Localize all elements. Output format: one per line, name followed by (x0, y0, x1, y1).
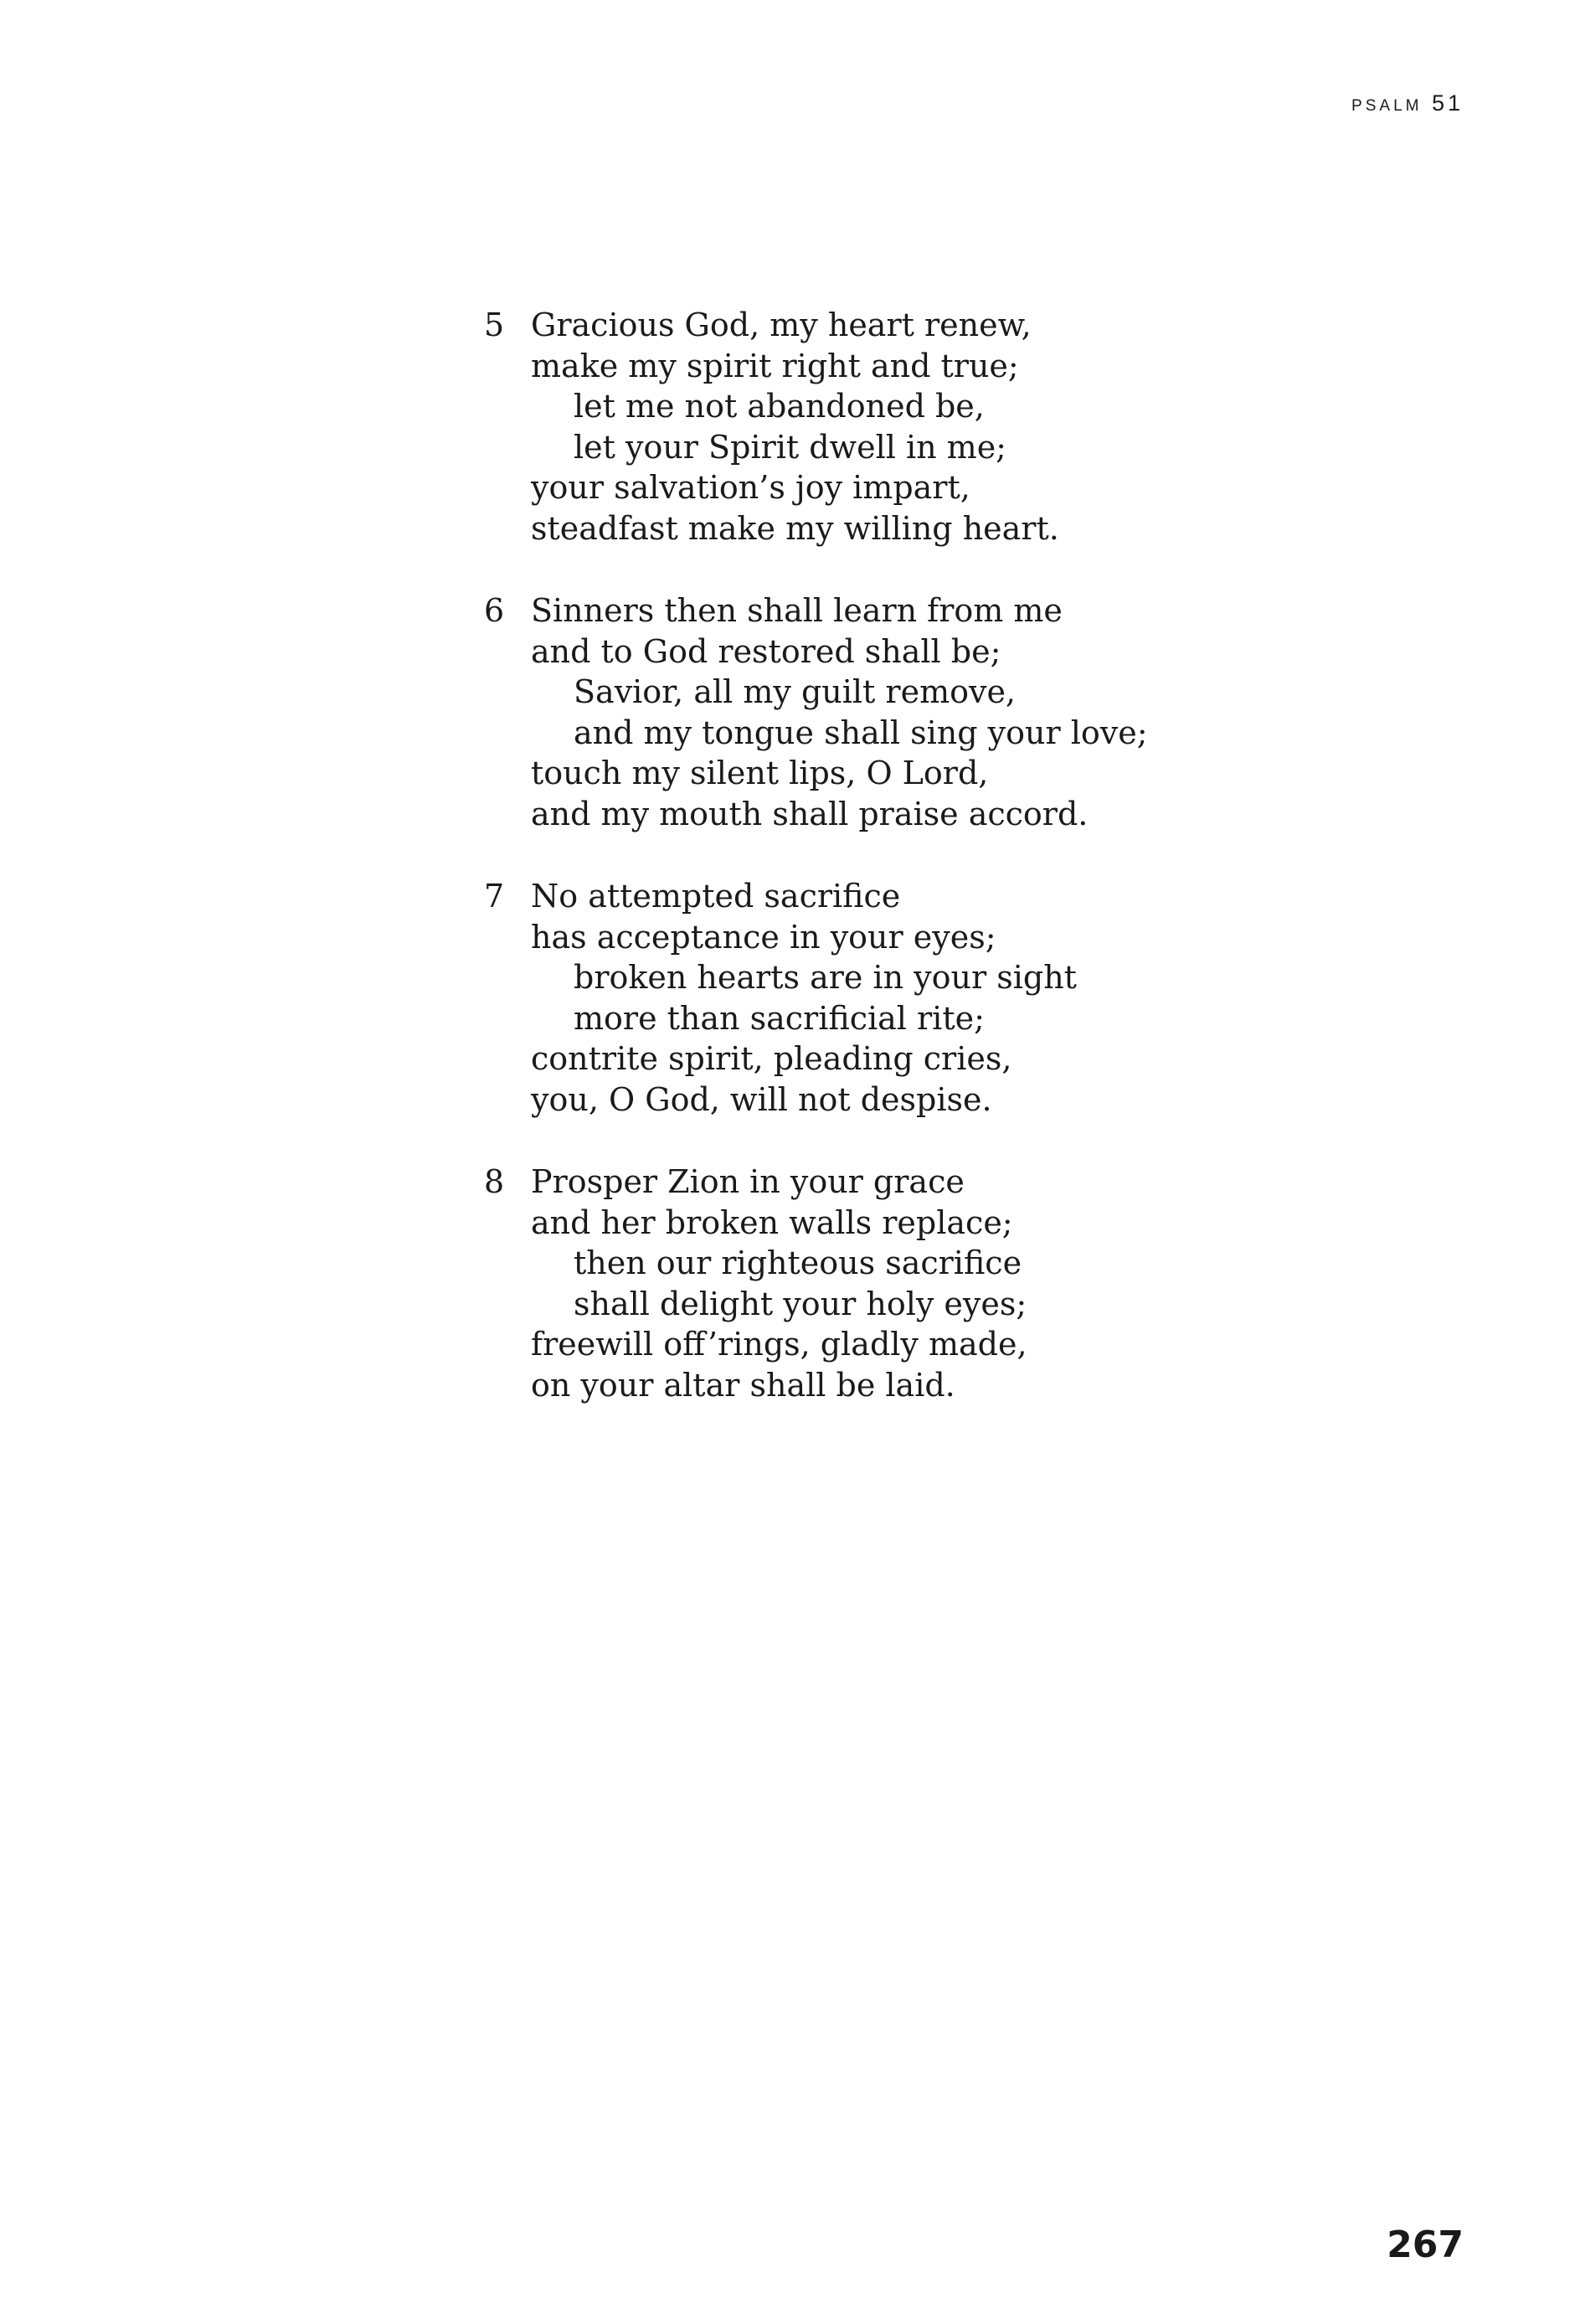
running-head: psalm 51 (1351, 90, 1464, 116)
stanza-number: 5 (484, 307, 505, 343)
stanza-number: 8 (484, 1163, 505, 1200)
stanza-8 (484, 1162, 1154, 1405)
stanza-line: broken hearts are in your sight (574, 959, 1077, 996)
stanza-7 (484, 876, 1154, 1120)
stanza-line: Sinners then shall learn from me (531, 592, 1063, 629)
stanza-number: 6 (484, 592, 505, 629)
stanza-line: Savior, all my guilt remove, (574, 673, 1017, 710)
stanza-line: Prosper Zion in your grace (531, 1163, 965, 1200)
stanza-line: touch my silent lips, O Lord, (531, 755, 989, 791)
page-number: 267 (1387, 2224, 1464, 2266)
stanza-line: let me not abandoned be, (574, 388, 985, 425)
stanza-line: make my spirit right and true; (531, 347, 1019, 384)
stanza-line: then our righteous sacrifice (574, 1244, 1022, 1281)
stanza-line: more than sacrificial rite; (574, 999, 985, 1037)
stanza-line: No attempted sacrifice (531, 878, 901, 915)
stanza-line: steadfast make my willing heart. (531, 509, 1059, 547)
stanza-line: let your Spirit dwell in me; (574, 428, 1006, 466)
stanza-line: your salvation’s joy impart, (531, 469, 970, 506)
stanza-line: you, O God, will not despise. (531, 1080, 992, 1118)
stanza-line: and my tongue shall sing your love; (574, 714, 1148, 751)
stanza-line: has acceptance in your eyes; (531, 918, 996, 956)
stanza-6 (484, 590, 1154, 834)
stanza-line: and her broken walls replace; (531, 1203, 1013, 1241)
stanza-line: contrite spirit, pleading cries, (531, 1040, 1012, 1077)
stanza-line: freewill off’rings, gladly made, (531, 1326, 1027, 1363)
stanza-line: and my mouth shall praise accord. (531, 795, 1089, 832)
stanza-line: on your altar shall be laid. (531, 1366, 955, 1404)
stanza-number: 7 (484, 878, 505, 915)
stanza-line: and to God restored shall be; (531, 632, 1001, 670)
stanza-5 (484, 305, 1154, 549)
stanza-line: shall delight your holy eyes; (574, 1285, 1027, 1322)
stanza-line: Gracious God, my heart renew, (531, 307, 1032, 343)
psalm-text (484, 305, 1154, 1447)
